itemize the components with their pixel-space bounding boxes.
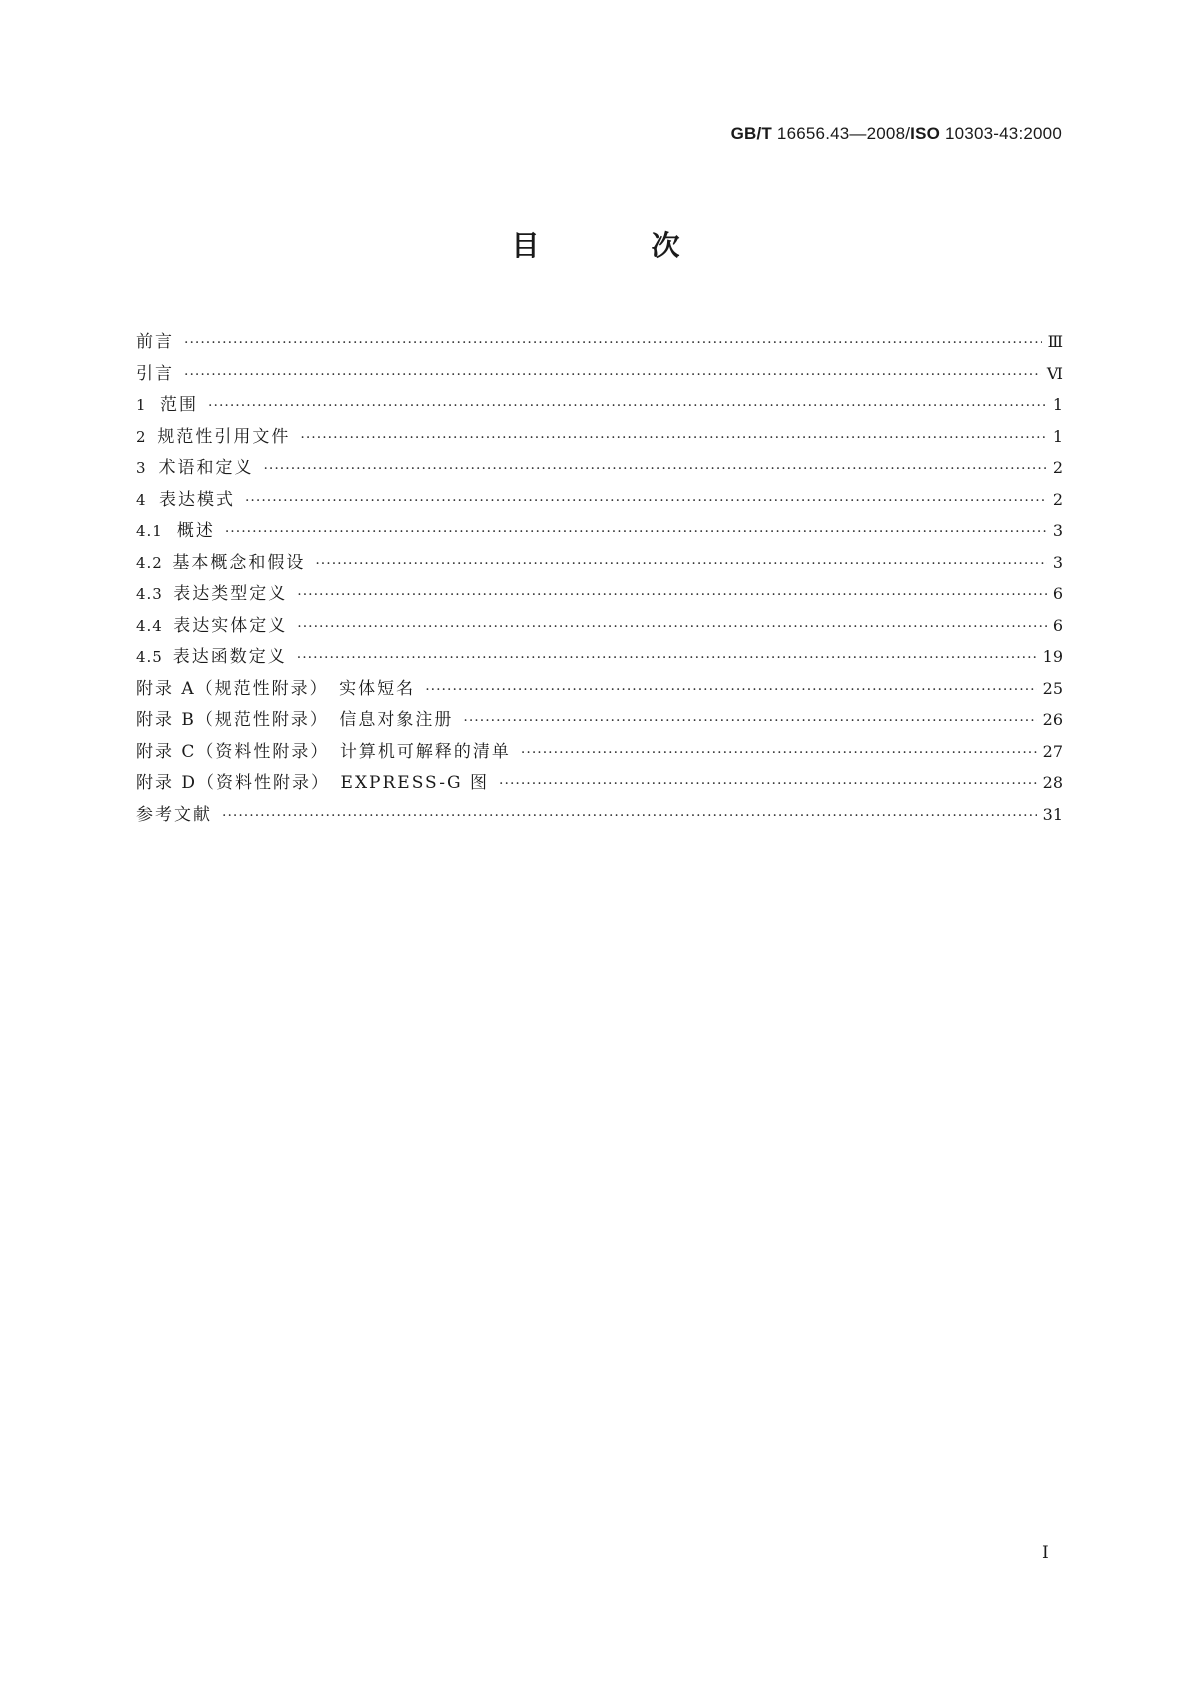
toc-entry-label: 附录 B（规范性附录） 信息对象注册 <box>136 710 454 730</box>
toc-entry-number: 3 <box>136 459 147 477</box>
toc-entry-label: 引言 <box>136 363 174 384</box>
toc-entry[interactable] <box>136 674 1063 706</box>
toc-dot-leader <box>222 808 1037 824</box>
toc-entry-page: 26 <box>1042 710 1063 729</box>
toc-dot-leader <box>521 745 1037 761</box>
toc-entry-page: 31 <box>1042 804 1063 824</box>
toc-entry-label: 表达类型定义 <box>173 584 288 604</box>
toc-entry[interactable] <box>136 705 1063 737</box>
toc-entry-page: 27 <box>1042 741 1063 761</box>
toc-entry[interactable] <box>136 390 1063 422</box>
toc-entry[interactable] <box>136 611 1063 643</box>
toc-entry[interactable] <box>136 737 1063 769</box>
toc-entry[interactable] <box>136 768 1063 800</box>
toc-entry-page: 19 <box>1042 647 1063 666</box>
standard-code-prefix: GB/T <box>730 124 772 143</box>
iso-code-prefix: ISO <box>910 124 941 143</box>
toc-entry-label: 附录 D（资料性附录） EXPRESS-G 图 <box>136 773 490 793</box>
toc-dot-leader <box>297 587 1047 603</box>
toc-dot-leader <box>499 776 1037 792</box>
toc-dot-leader <box>297 650 1037 666</box>
page-title: 目 次 <box>511 229 722 262</box>
toc-dot-leader <box>245 493 1047 509</box>
toc-entry-page: 1 <box>1052 395 1063 414</box>
toc-entry-label: 表达实体定义 <box>173 615 288 636</box>
toc-entry-label: 范围 <box>160 395 199 415</box>
page-folio: I <box>1042 1543 1049 1563</box>
toc-entry-label: 前言 <box>136 332 174 352</box>
toc-entry[interactable] <box>136 422 1063 454</box>
toc-dot-leader <box>463 713 1036 729</box>
toc-entry-label: 附录 A（规范性附录） 实体短名 <box>136 678 416 699</box>
toc-entry[interactable] <box>136 548 1063 580</box>
toc-dot-leader <box>300 430 1046 446</box>
toc-dot-leader <box>184 367 1041 383</box>
toc-entry-label: 基本概念和假设 <box>172 552 306 573</box>
toc-entry-page: Ⅵ <box>1046 363 1063 383</box>
toc-entry-page: 6 <box>1052 615 1063 635</box>
iso-code-number: 10303-43:2000 <box>945 124 1062 143</box>
toc-entry-page: 2 <box>1052 458 1063 477</box>
toc-entry-number: 4 <box>136 490 147 509</box>
toc-entry[interactable] <box>136 516 1063 548</box>
toc-entry-label: 表达模式 <box>158 489 235 510</box>
toc-dot-leader <box>425 682 1036 698</box>
table-of-contents <box>136 327 1063 831</box>
toc-entry-number: 4.3 <box>136 585 163 603</box>
toc-dot-leader <box>263 461 1046 477</box>
toc-entry-page: Ⅲ <box>1047 332 1063 351</box>
toc-dot-leader <box>297 619 1047 635</box>
standard-code-header <box>731 124 1062 144</box>
toc-entry-label: 参考文献 <box>136 804 212 825</box>
toc-entry[interactable] <box>136 485 1063 517</box>
toc-entry-page: 3 <box>1052 552 1063 572</box>
toc-entry[interactable] <box>136 579 1063 611</box>
toc-entry-page: 25 <box>1042 678 1063 698</box>
toc-entry-number: 1 <box>136 396 147 414</box>
toc-entry-page: 1 <box>1052 426 1063 446</box>
toc-entry[interactable] <box>136 327 1063 359</box>
toc-entry[interactable] <box>136 800 1063 832</box>
toc-entry-page: 6 <box>1052 584 1063 603</box>
toc-dot-leader <box>225 524 1047 540</box>
toc-entry-page: 28 <box>1042 773 1063 792</box>
toc-dot-leader <box>208 398 1047 414</box>
toc-entry-number: 4.2 <box>136 553 163 572</box>
toc-entry-number: 4.5 <box>136 648 163 666</box>
toc-entry-label: 概述 <box>176 521 215 541</box>
toc-entry-label: 规范性引用文件 <box>157 426 291 447</box>
toc-entry-number: 4.4 <box>136 616 163 635</box>
toc-entry-number: 4.1 <box>136 522 163 540</box>
toc-entry[interactable] <box>136 453 1063 485</box>
toc-dot-leader <box>184 335 1042 351</box>
toc-entry-number: 2 <box>136 427 147 446</box>
toc-entry-label: 附录 C（资料性附录） 计算机可解释的清单 <box>136 741 511 762</box>
toc-entry-label: 术语和定义 <box>158 458 254 478</box>
toc-entry-page: 3 <box>1052 521 1063 540</box>
toc-entry-page: 2 <box>1052 489 1063 509</box>
standard-code-number: 16656.43—2008/ <box>776 124 911 143</box>
toc-dot-leader <box>315 556 1046 572</box>
toc-entry-label: 表达函数定义 <box>172 647 287 667</box>
toc-entry[interactable] <box>136 642 1063 674</box>
toc-entry[interactable] <box>136 359 1063 391</box>
